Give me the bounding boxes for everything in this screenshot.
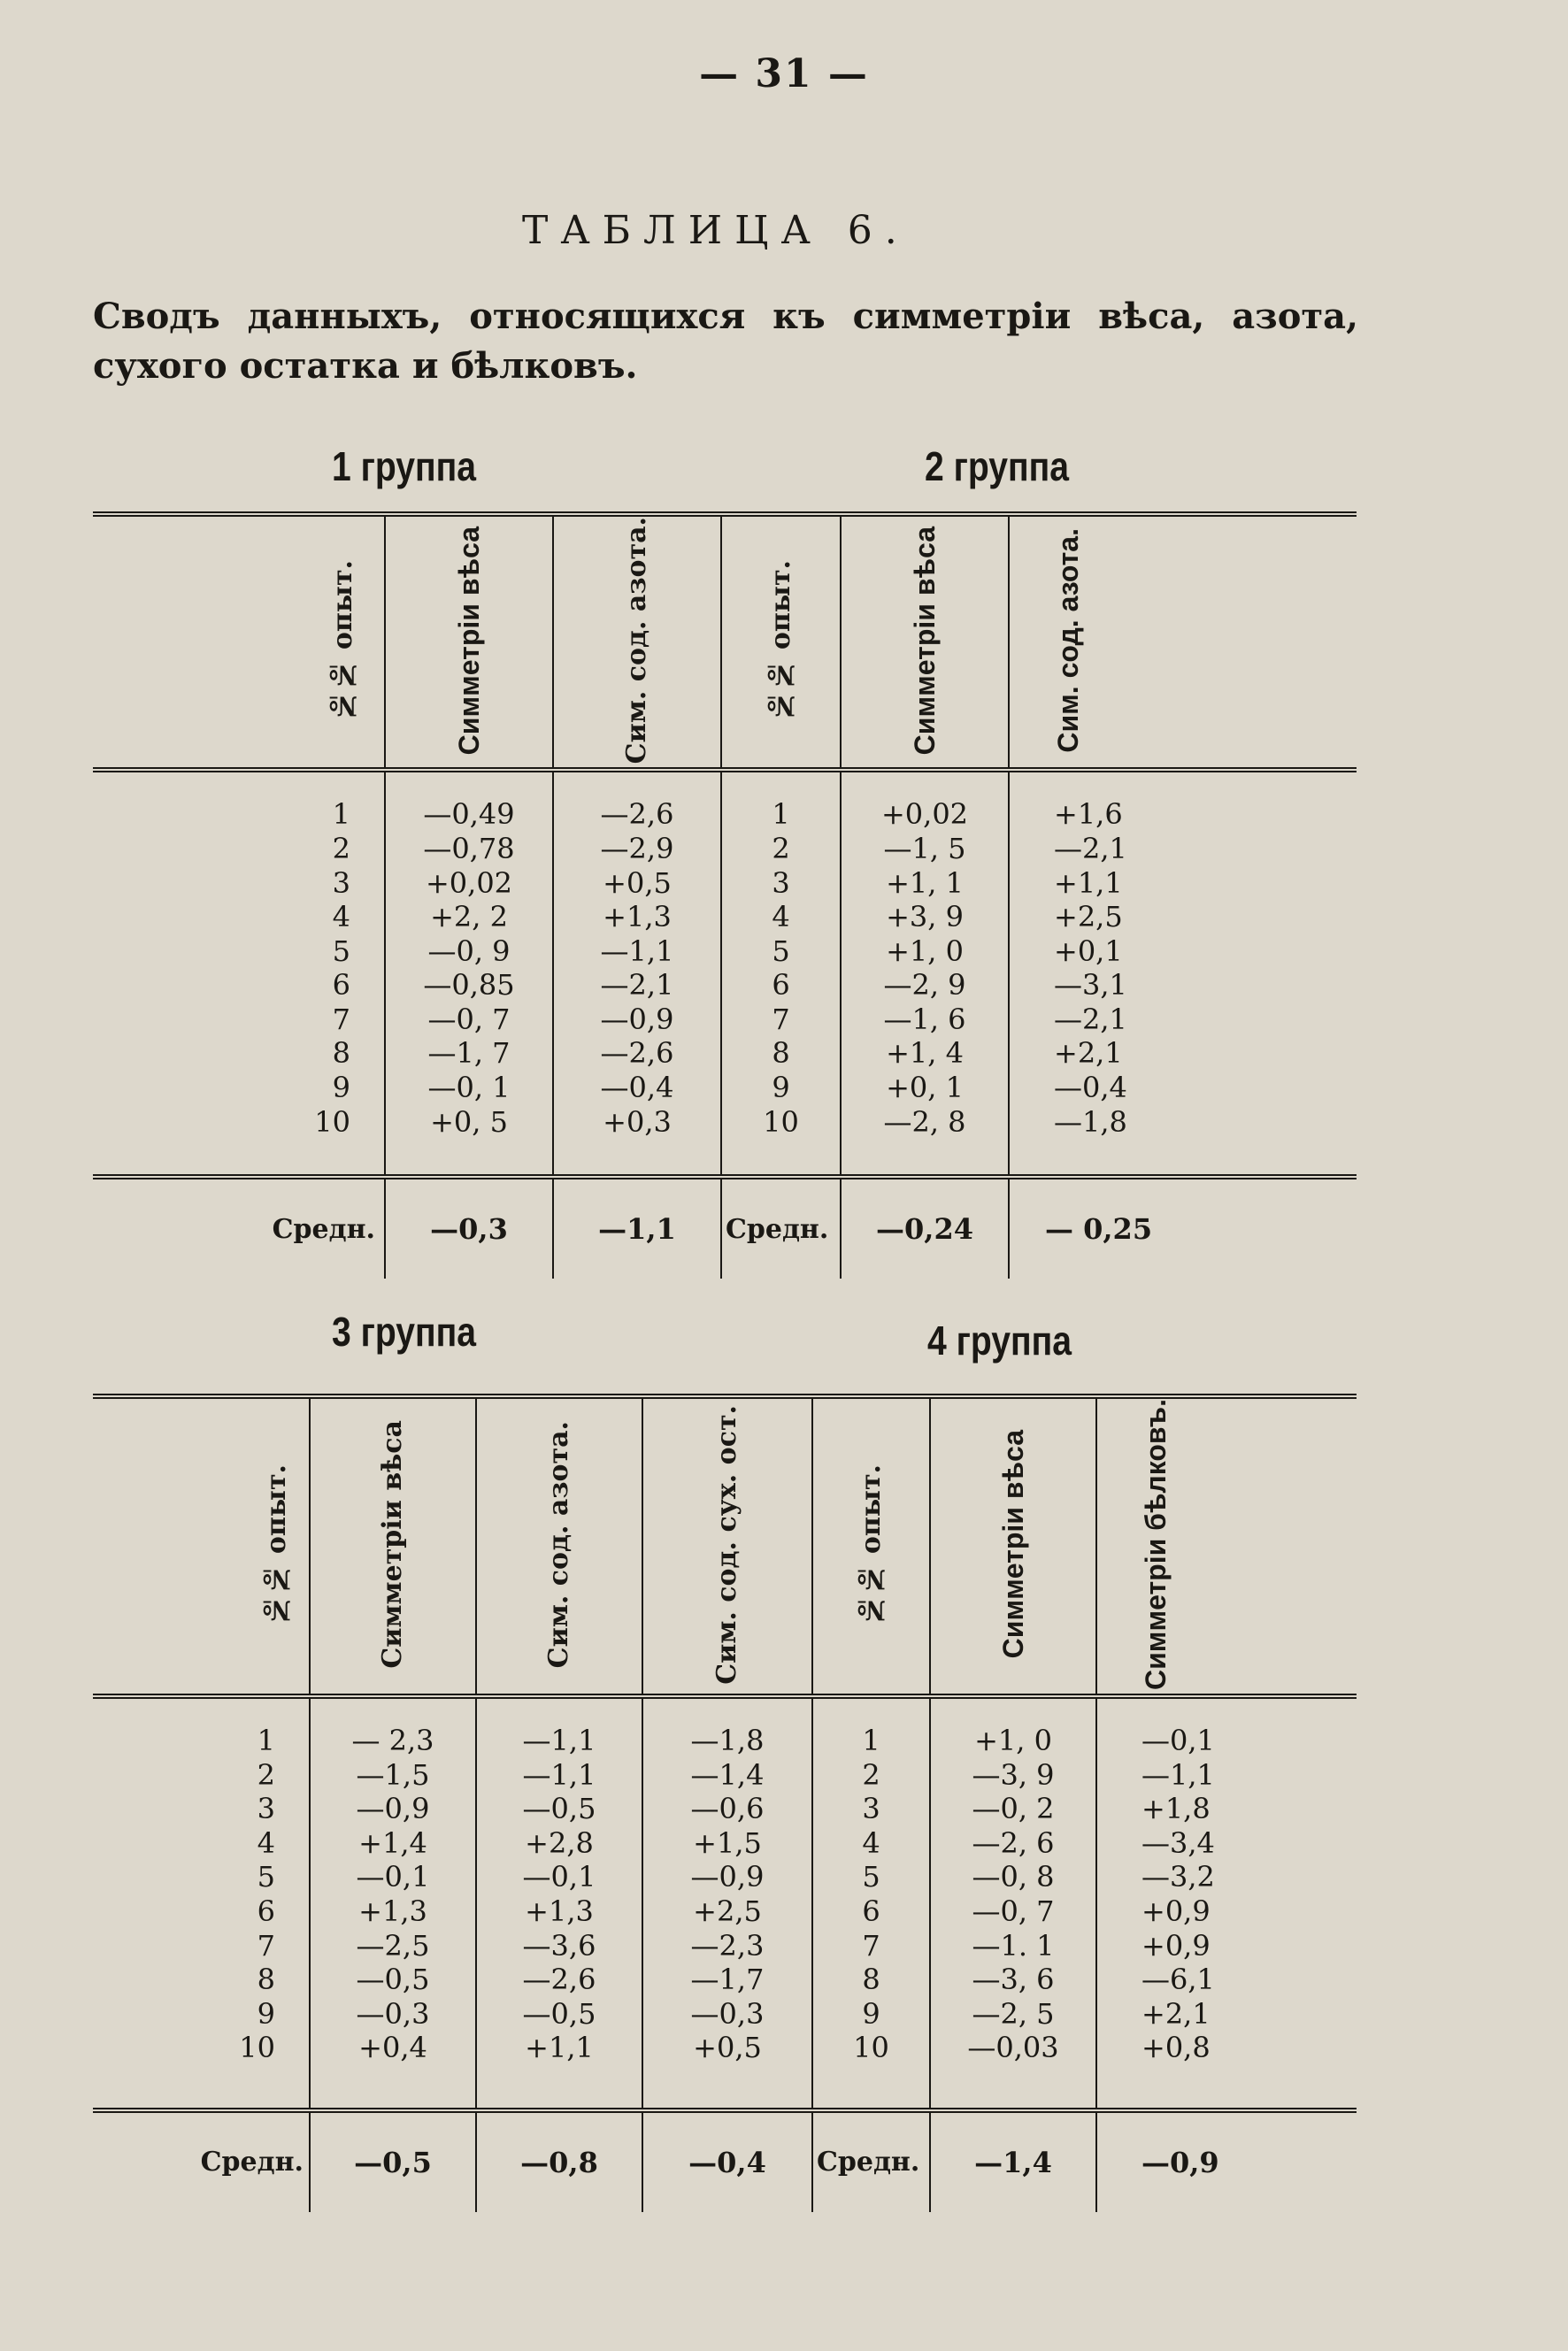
g2-num-column: 1 2 3 4 5 6 7 8 9 10 [721,770,841,1177]
g2-header-num: №№ опыт. [721,514,841,770]
g4-header-num: №№ опыт. [812,1396,930,1696]
g1-mean-label: Средн. [93,1177,385,1279]
g3-header-num: №№ опыт. [93,1396,310,1696]
page-number: — 31 — [699,51,869,96]
g3-weight-column: — 2,3 —1,5 —0,9 +1,4 —0,1 +1,3 —2,5 —0,5 —0,3 +0,4 [310,1696,476,2110]
g1-weight-column: —0,49 —0,78 +0,02 +2, 2 —0, 9 —0,85 —0, 7 —1, 7 —0, 1 +0, 5 [385,770,553,1177]
g4-header-weight: Симметріи вѣса [930,1396,1096,1696]
table-groups-1-2 [93,511,1357,1279]
g1-header-weight: Симметріи вѣса [385,514,553,770]
table-groups-3-4 [93,1394,1357,2212]
g3-mean-nitrogen: —0,8 [476,2110,642,2212]
g1-mean-weight: —0,3 [385,1177,553,1279]
group4-title: 4 группа [927,1318,1072,1364]
g4-header-protein: Симметріи бѣлковъ. [1096,1396,1357,1696]
g1-mean-nitrogen: —1,1 [553,1177,721,1279]
g4-mean-weight: —1,4 [930,2110,1096,2212]
g4-protein-column: —0,1 —1,1 +1,8 —3,4 —3,2 +0,9 +0,9 —6,1 +2,1 +0,8 [1096,1696,1357,2110]
g4-mean-protein: —0,9 [1096,2110,1357,2212]
g1-header-nitrogen: Сим. сод. азота. [553,514,721,770]
g2-nitrogen-column: +1,6 —2,1 +1,1 +2,5 +0,1 —3,1 —2,1 +2,1 —0,4 —1,8 [1009,770,1357,1177]
table-caption: Сводъ данныхъ, относящихся къ симметріи вѣса, азота, сухого остатка и бѣлковъ. [93,296,1358,387]
g3-mean-dry-residue: —0,4 [642,2110,812,2212]
g4-mean-label: Средн. [812,2110,930,2212]
g2-header-nitrogen: Сим. сод. азота. [1009,514,1357,770]
group1-title: 1 группа [332,443,476,489]
g3-header-nitrogen: Сим. сод. азота. [476,1396,642,1696]
g3-dry-residue-column: —1,8 —1,4 —0,6 +1,5 —0,9 +2,5 —2,3 —1,7 —0,3 +0,5 [642,1696,812,2110]
g3-mean-weight: —0,5 [310,2110,476,2212]
g1-header-num: №№ опыт. [93,514,385,770]
g3-mean-label: Средн. [93,2110,310,2212]
g2-mean-nitrogen: — 0,25 [1009,1177,1357,1279]
g3-nitrogen-column: —1,1 —1,1 —0,5 +2,8 —0,1 +1,3 —3,6 —2,6 —0,5 +1,1 [476,1696,642,2110]
table-title: ТАБЛИЦА 6. [522,208,910,253]
g3-num-column: 1 2 3 4 5 6 7 8 9 10 [239,1723,275,2065]
g2-weight-column: +0,02 —1, 5 +1, 1 +3, 9 +1, 0 —2, 9 —1, 6 +1, 4 +0, 1 —2, 8 [841,770,1009,1177]
g3-header-dry-residue: Сим. сод. сух. ост. [642,1396,812,1696]
g1-nitrogen-column: —2,6 —2,9 +0,5 +1,3 —1,1 —2,1 —0,9 —2,6 —0,4 +0,3 [553,770,721,1177]
g3-header-weight: Симметріи вѣса [310,1396,476,1696]
group2-title: 2 группа [925,443,1069,489]
g4-weight-column: +1, 0 —3, 9 —0, 2 —2, 6 —0, 8 —0, 7 —1. 1 —3, 6 —2, 5 —0,03 [930,1696,1096,2110]
g4-num-column: 1 2 3 4 5 6 7 8 9 10 [812,1696,930,2110]
g2-mean-label: Средн. [721,1177,841,1279]
group3-title: 3 группа [332,1309,476,1355]
g2-mean-weight: —0,24 [841,1177,1009,1279]
g2-header-weight: Симметріи вѣса [841,514,1009,770]
g1-num-column: 1 2 3 4 5 6 7 8 9 10 [314,797,350,1139]
